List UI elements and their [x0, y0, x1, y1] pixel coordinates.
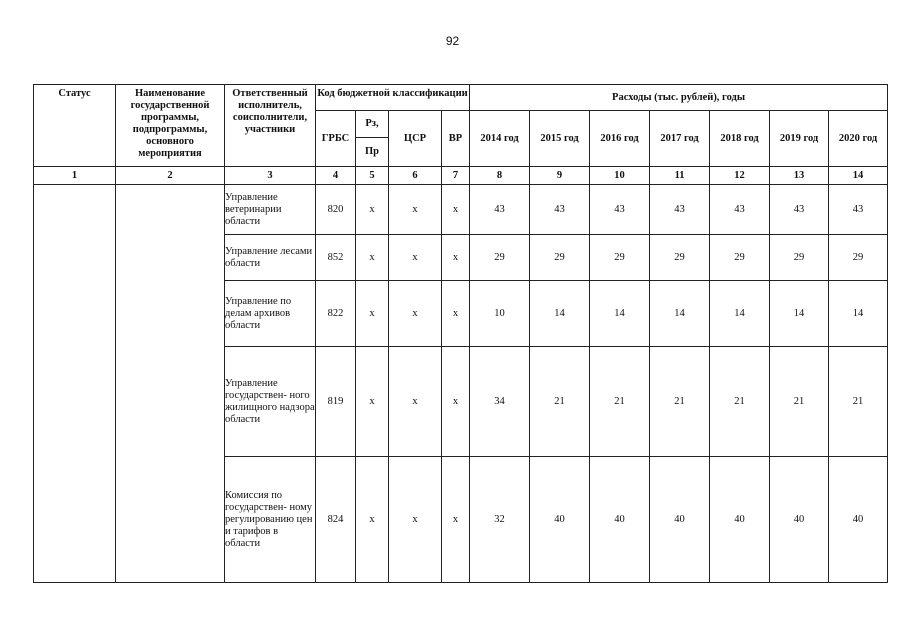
header-grbs: ГРБС	[316, 111, 356, 167]
header-year: 2015 год	[530, 111, 590, 167]
value-cell: 43	[530, 185, 590, 235]
value-cell: 21	[770, 347, 829, 457]
header-budget-code: Код бюджетной классификации	[316, 85, 470, 111]
column-number: 10	[590, 167, 650, 185]
value-cell: 40	[770, 457, 829, 583]
value-cell: 32	[470, 457, 530, 583]
executor-cell: Комиссия по государствен- ному регулированию цен и тарифов в области	[225, 457, 316, 583]
header-year: 2019 год	[770, 111, 829, 167]
value-cell: 43	[650, 185, 710, 235]
executor-cell: Управление государствен- ного жилищного надзора области	[225, 347, 316, 457]
executor-cell: Управление по делам архивов области	[225, 281, 316, 347]
column-number: 5	[356, 167, 389, 185]
value-cell: 29	[770, 235, 829, 281]
header-expenses: Расходы (тыс. рублей), годы	[470, 85, 888, 111]
column-number-row	[34, 167, 888, 185]
vr-cell: х	[442, 281, 470, 347]
value-cell: 40	[650, 457, 710, 583]
value-cell: 29	[470, 235, 530, 281]
value-cell: 29	[530, 235, 590, 281]
header-executor: Ответственный исполнитель, соисполнители, участники	[225, 85, 316, 167]
column-number: 4	[316, 167, 356, 185]
vr-cell: х	[442, 457, 470, 583]
column-number: 14	[829, 167, 888, 185]
value-cell: 14	[770, 281, 829, 347]
header-rz: Рз,	[356, 111, 389, 138]
column-number: 11	[650, 167, 710, 185]
value-cell: 21	[650, 347, 710, 457]
column-number: 8	[470, 167, 530, 185]
value-cell: 40	[710, 457, 770, 583]
value-cell: 40	[590, 457, 650, 583]
column-number: 3	[225, 167, 316, 185]
rzpr-cell: х	[356, 347, 389, 457]
value-cell: 34	[470, 347, 530, 457]
value-cell: 21	[590, 347, 650, 457]
column-number: 6	[389, 167, 442, 185]
column-number: 13	[770, 167, 829, 185]
csr-cell: х	[389, 347, 442, 457]
value-cell: 40	[530, 457, 590, 583]
column-number: 1	[34, 167, 116, 185]
header-year: 2014 год	[470, 111, 530, 167]
column-number: 7	[442, 167, 470, 185]
rzpr-cell: х	[356, 185, 389, 235]
csr-cell: х	[389, 185, 442, 235]
column-number: 12	[710, 167, 770, 185]
executor-cell: Управление лесами области	[225, 235, 316, 281]
value-cell: 29	[710, 235, 770, 281]
value-cell: 14	[710, 281, 770, 347]
value-cell: 43	[770, 185, 829, 235]
value-cell: 21	[530, 347, 590, 457]
table-row	[34, 185, 888, 235]
csr-cell: х	[389, 235, 442, 281]
value-cell: 43	[590, 185, 650, 235]
column-number: 9	[530, 167, 590, 185]
csr-cell: х	[389, 457, 442, 583]
header-year: 2017 год	[650, 111, 710, 167]
value-cell: 21	[829, 347, 888, 457]
grbs-cell: 819	[316, 347, 356, 457]
grbs-cell: 822	[316, 281, 356, 347]
value-cell: 29	[829, 235, 888, 281]
value-cell: 14	[590, 281, 650, 347]
value-cell: 43	[829, 185, 888, 235]
value-cell: 21	[710, 347, 770, 457]
rzpr-cell: х	[356, 235, 389, 281]
csr-cell: х	[389, 281, 442, 347]
value-cell: 14	[829, 281, 888, 347]
header-year: 2016 год	[590, 111, 650, 167]
value-cell: 29	[590, 235, 650, 281]
status-cell	[34, 185, 116, 583]
budget-table	[33, 84, 888, 583]
value-cell: 43	[710, 185, 770, 235]
page-number: 92	[445, 34, 460, 48]
grbs-cell: 852	[316, 235, 356, 281]
vr-cell: х	[442, 235, 470, 281]
value-cell: 40	[829, 457, 888, 583]
header-pr: Пр	[356, 138, 389, 167]
value-cell: 43	[470, 185, 530, 235]
header-year: 2020 год	[829, 111, 888, 167]
value-cell: 14	[650, 281, 710, 347]
header-vr: ВР	[442, 111, 470, 167]
value-cell: 29	[650, 235, 710, 281]
header-year: 2018 год	[710, 111, 770, 167]
vr-cell: х	[442, 185, 470, 235]
value-cell: 14	[530, 281, 590, 347]
rzpr-cell: х	[356, 457, 389, 583]
value-cell: 10	[470, 281, 530, 347]
rzpr-cell: х	[356, 281, 389, 347]
program-name-cell	[116, 185, 225, 583]
executor-cell: Управление ветеринарии области	[225, 185, 316, 235]
vr-cell: х	[442, 347, 470, 457]
grbs-cell: 824	[316, 457, 356, 583]
header-name: Наименование государственной программы, подпрограммы, основного мероприятия	[116, 85, 225, 167]
column-number: 2	[116, 167, 225, 185]
header-csr: ЦСР	[389, 111, 442, 167]
grbs-cell: 820	[316, 185, 356, 235]
header-status: Статус	[34, 85, 116, 167]
